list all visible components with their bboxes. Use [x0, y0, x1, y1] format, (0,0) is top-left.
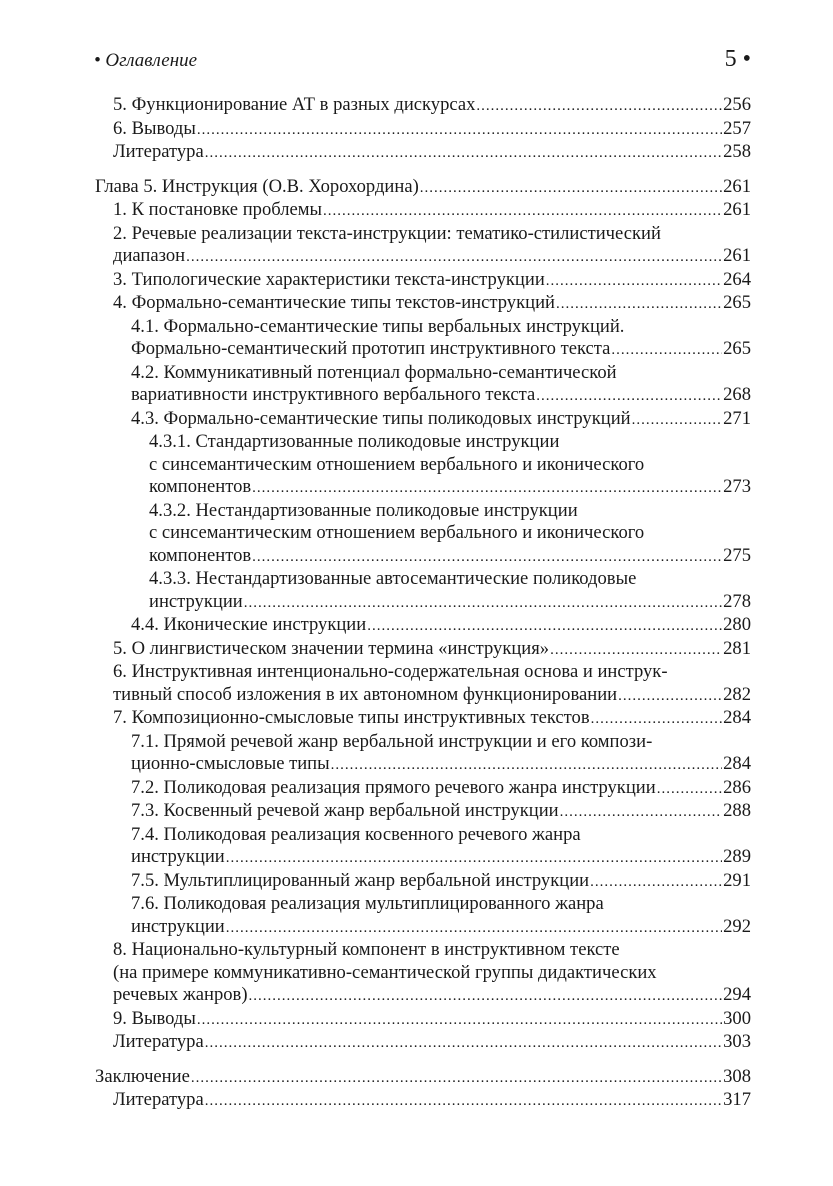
toc-page-number: 256 — [723, 94, 751, 115]
toc-page-number: 281 — [723, 637, 751, 659]
toc-entry — [131, 824, 751, 870]
dot-leader — [476, 95, 722, 118]
toc-entry-text: с синсемантическим отношением вербального и иконического — [149, 453, 645, 475]
toc-entry — [113, 1031, 751, 1055]
toc-entry — [113, 638, 751, 662]
toc-page-number: 273 — [723, 476, 751, 497]
toc-entry-line — [131, 408, 751, 432]
toc-entry-text: 7.1. Прямой речевой жанр вербальной инструкции и его компози- — [131, 730, 653, 752]
toc-entry-line — [131, 338, 751, 362]
dot-leader — [191, 1067, 722, 1090]
toc-entry-text: 4.3. Формально-семантические типы поликодовых инструкций — [131, 407, 631, 429]
toc-entry — [131, 362, 751, 408]
toc-entry-text: Литература — [113, 1089, 204, 1110]
toc-page-number: 289 — [723, 846, 751, 867]
dot-leader — [205, 1090, 722, 1113]
toc-entry-text: с синсемантическим отношением вербального и иконического — [149, 522, 645, 543]
toc-entry-text: 7.2. Поликодовая реализация прямого речевого жанра инструкции — [131, 776, 656, 798]
toc-entry — [113, 939, 751, 1008]
toc-entry — [131, 408, 751, 432]
toc-entry-text: инструкции — [131, 846, 225, 867]
toc-entry-text: инструкции — [131, 915, 225, 937]
toc-entry-text: Заключение — [95, 1065, 190, 1087]
toc-page-number: 261 — [723, 245, 751, 266]
toc-page-number: 291 — [723, 869, 751, 891]
toc-entry — [131, 614, 751, 638]
toc-entry-text: (на примере коммуникативно-семантической группы дидактических — [113, 961, 657, 983]
toc-entry — [131, 316, 751, 362]
dot-leader — [536, 385, 722, 408]
dot-leader — [632, 409, 722, 432]
toc-page-number: 257 — [723, 117, 751, 139]
toc-page-number: 284 — [723, 707, 751, 728]
toc-page-number: 265 — [723, 338, 751, 359]
toc-page-number: 303 — [723, 1031, 751, 1052]
toc-entry-text: Формально-семантический прототип инструктивного текста — [131, 338, 611, 359]
toc-entry-text: 2. Речевые реализации текста-инструкции: тематико-стилистический — [113, 222, 661, 244]
toc-entry — [149, 568, 751, 614]
toc-entry-text: вариативности инструктивного вербального текста — [131, 384, 536, 405]
toc-entry — [113, 269, 751, 293]
dot-leader — [226, 917, 722, 940]
toc-entry-line — [149, 591, 751, 615]
toc-page-number: 261 — [723, 199, 751, 220]
toc-page-number: 317 — [723, 1089, 751, 1110]
toc-page-number: 261 — [723, 175, 751, 197]
dot-leader — [205, 142, 722, 165]
toc-entry — [131, 731, 751, 777]
toc-entry-line — [113, 1008, 751, 1032]
toc-entry — [149, 500, 751, 569]
dot-leader — [331, 754, 722, 777]
dot-leader — [205, 1032, 722, 1055]
dot-leader — [560, 801, 722, 824]
toc-entry — [95, 1066, 751, 1090]
toc-entry-line — [113, 269, 751, 293]
toc-entry — [113, 1008, 751, 1032]
toc-entry-text: 4.3.3. Нестандартизованные автосемантические поликодовые — [149, 568, 637, 589]
dot-leader — [611, 339, 722, 362]
toc-entry-line — [95, 1066, 751, 1090]
toc-entry-text: 4.3.1. Стандартизованные поликодовые инструкции — [149, 431, 560, 452]
toc-entry — [113, 199, 751, 223]
toc-entry-text: 4.1. Формально-семантические типы вербальных инструкций. — [131, 315, 625, 337]
dot-leader — [618, 685, 722, 708]
toc-entry-line — [113, 707, 751, 731]
toc-entry — [95, 176, 751, 200]
dot-leader — [249, 985, 723, 1008]
toc-page-number: 271 — [723, 407, 751, 429]
toc-entry-text: 4.4. Иконические инструкции — [131, 614, 367, 635]
dot-leader — [197, 1009, 722, 1032]
toc-entry-text: 1. К постановке проблемы — [113, 199, 323, 220]
toc-entry-text: Литература — [113, 1031, 204, 1052]
toc-entry-text: 6. Выводы — [113, 117, 196, 139]
toc-entry — [113, 141, 751, 165]
toc-entry-line — [95, 176, 751, 200]
toc-entry-line — [113, 684, 751, 708]
toc-entry-line — [131, 800, 751, 824]
toc-entry-line — [113, 118, 751, 142]
toc-page-number: 280 — [723, 614, 751, 635]
toc-entry-line — [131, 384, 751, 408]
dot-leader — [556, 293, 722, 316]
dot-leader — [420, 177, 722, 200]
toc-entry — [113, 1089, 751, 1113]
toc-entry-line — [113, 638, 751, 662]
dot-leader — [252, 477, 722, 500]
toc-entry-text: 7.5. Мультиплицированный жанр вербальной инструкции — [131, 869, 590, 891]
toc-entry-text: 5. Функционирование АТ в разных дискурсах — [113, 94, 476, 115]
toc-entry-line — [113, 141, 751, 165]
toc-entry-text: 9. Выводы — [113, 1007, 196, 1029]
toc-page-number: 284 — [723, 753, 751, 774]
toc-entry-text: компонентов — [149, 476, 252, 497]
toc-entry-line — [131, 870, 751, 894]
toc-entry-line — [113, 1031, 751, 1055]
toc-entry-line — [149, 545, 751, 569]
toc-entry-text: 7.3. Косвенный речевой жанр вербальной инструкции — [131, 800, 559, 821]
toc-entry — [113, 118, 751, 142]
dot-leader — [186, 246, 722, 269]
dot-leader — [252, 546, 722, 569]
toc-page-number: 258 — [723, 141, 751, 162]
toc-entry-text: Глава 5. Инструкция (О.В. Хорохордина) — [95, 175, 419, 197]
table-of-contents — [0, 94, 833, 1113]
toc-page-number: 268 — [723, 384, 751, 405]
dot-leader — [550, 639, 722, 662]
toc-entry-text: 3. Типологические характеристики текста-инструкции — [113, 268, 545, 290]
toc-entry-text: 7. Композиционно-смысловые типы инструктивных текстов — [113, 707, 590, 728]
toc-entry-text: 5. О лингвистическом значении термина «инструкция» — [113, 637, 550, 659]
toc-entry-text: инструкции — [149, 590, 243, 612]
section-title: • Оглавление — [94, 50, 198, 71]
toc-entry-line — [131, 753, 751, 777]
dot-leader — [226, 847, 722, 870]
toc-entry — [113, 292, 751, 316]
dot-leader — [323, 200, 722, 223]
toc-entry-text: речевых жанров) — [113, 984, 248, 1005]
toc-entry — [113, 661, 751, 707]
dot-leader — [591, 708, 722, 731]
toc-entry — [131, 893, 751, 939]
toc-entry-line — [113, 292, 751, 316]
toc-page-number: 288 — [723, 800, 751, 821]
toc-entry-text: 4.3.2. Нестандартизованные поликодовые инструкции — [149, 499, 578, 521]
toc-page-number: 265 — [723, 292, 751, 313]
toc-page-number: 308 — [723, 1065, 751, 1087]
running-header — [94, 48, 751, 76]
toc-page-number: 292 — [723, 915, 751, 937]
toc-page-number: 300 — [723, 1007, 751, 1029]
toc-entry — [131, 777, 751, 801]
toc-entry-text: 7.6. Поликодовая реализация мультиплицированного жанра — [131, 893, 604, 914]
toc-entry — [149, 431, 751, 500]
toc-page-number: 282 — [723, 683, 751, 705]
toc-page-number: 264 — [723, 268, 751, 290]
toc-entry-text: Литература — [113, 141, 204, 162]
dot-leader — [197, 119, 722, 142]
toc-page-number: 278 — [723, 590, 751, 612]
toc-entry-line — [113, 199, 751, 223]
dot-leader — [546, 270, 722, 293]
toc-entry-line — [113, 984, 751, 1008]
toc-entry — [113, 707, 751, 731]
toc-page-number: 275 — [723, 544, 751, 566]
toc-entry-line — [113, 1089, 751, 1113]
toc-entry — [113, 223, 751, 269]
toc-entry — [131, 800, 751, 824]
toc-entry-line — [113, 94, 751, 118]
toc-entry-text: 6. Инструктивная интенционально-содержательная основа и инструк- — [113, 661, 668, 682]
toc-entry-text: компонентов — [149, 544, 252, 566]
toc-page-number: 286 — [723, 776, 751, 798]
toc-entry-text: 7.4. Поликодовая реализация косвенного речевого жанра — [131, 823, 581, 845]
toc-entry-text: 8. Национально-культурный компонент в инструктивном тексте — [113, 939, 620, 960]
dot-leader — [657, 778, 722, 801]
toc-entry — [131, 870, 751, 894]
toc-entry — [113, 94, 751, 118]
toc-page-number: 294 — [723, 984, 751, 1005]
toc-entry-line — [113, 245, 751, 269]
toc-entry-line — [131, 777, 751, 801]
toc-entry-line — [131, 846, 751, 870]
dot-leader — [367, 615, 722, 638]
page-number: 5 • — [724, 46, 751, 72]
dot-leader — [590, 871, 722, 894]
toc-entry-line — [131, 614, 751, 638]
dot-leader — [244, 592, 722, 615]
toc-entry-line — [149, 476, 751, 500]
toc-entry-line — [131, 916, 751, 940]
toc-entry-text: диапазон — [113, 245, 186, 266]
toc-entry-text: ционно-смысловые типы — [131, 753, 330, 774]
toc-entry-text: тивный способ изложения в их автономном функционировании — [113, 683, 618, 705]
toc-entry-text: 4.2. Коммуникативный потенциал формально-семантической — [131, 361, 617, 383]
toc-entry-text: 4. Формально-семантические типы текстов-инструкций — [113, 292, 555, 313]
